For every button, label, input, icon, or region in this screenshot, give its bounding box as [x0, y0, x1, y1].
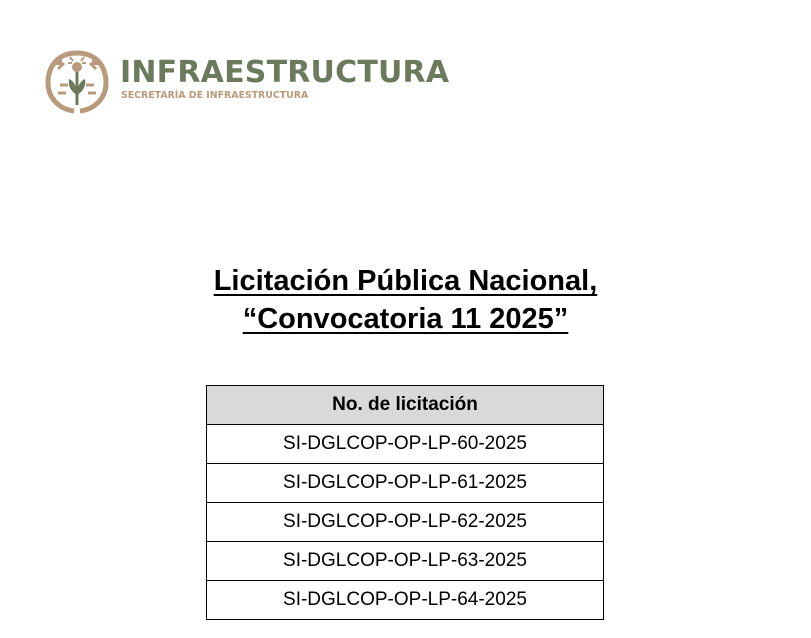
logo [44, 44, 449, 116]
table-row [207, 542, 604, 581]
tender-table [206, 385, 604, 620]
column-header-licitacion: No. de licitación [207, 386, 604, 425]
table-row [207, 581, 604, 620]
logo-text [120, 57, 449, 103]
document-title [0, 262, 811, 338]
title-line-2: “Convocatoria 11 2025” [242, 303, 569, 335]
tender-number-cell: SI-DGLCOP-OP-LP-62-2025 [207, 503, 604, 542]
tender-number-cell: SI-DGLCOP-OP-LP-64-2025 [207, 581, 604, 620]
table-row [207, 503, 604, 542]
tender-number-cell: SI-DGLCOP-OP-LP-63-2025 [207, 542, 604, 581]
seal-emblem-icon [44, 45, 110, 115]
logo-subtitle: SECRETARÍA DE INFRAESTRUCTURA [121, 90, 309, 101]
logo-name: INFRAESTRUCTURA [120, 55, 450, 90]
table-row [207, 425, 604, 464]
tender-number-cell: SI-DGLCOP-OP-LP-61-2025 [207, 464, 604, 503]
title-line-1: Licitación Pública Nacional, [213, 265, 598, 297]
table-header-row [207, 386, 604, 425]
tender-number-cell: SI-DGLCOP-OP-LP-60-2025 [207, 425, 604, 464]
table-row [207, 464, 604, 503]
